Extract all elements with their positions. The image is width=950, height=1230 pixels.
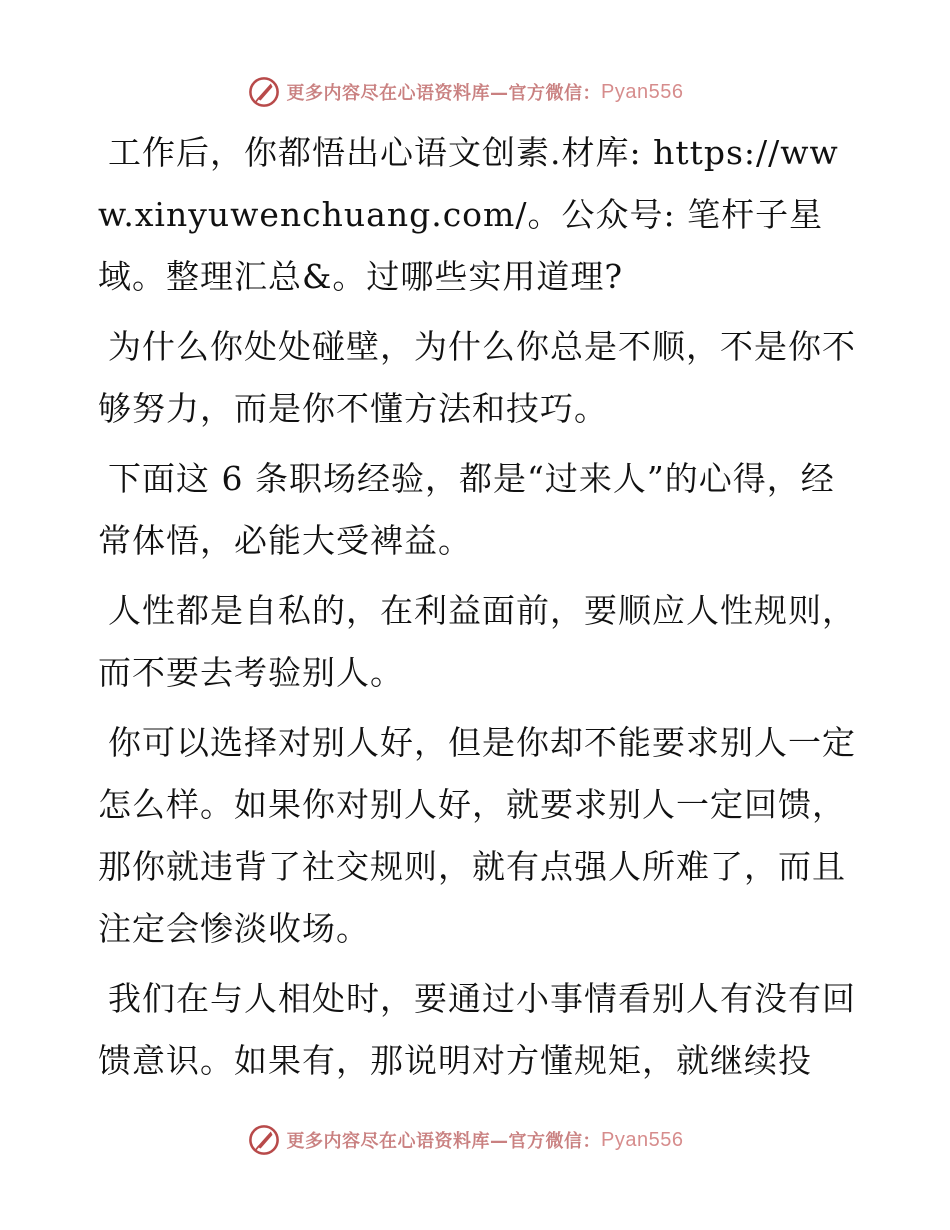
watermark-account: Pyan556 bbox=[601, 1128, 684, 1151]
paragraph: 工作后，你都悟出心语文创素.材库: https://www.xinyuwenchuang.com/。公众号: 笔杆子星域。整理汇总&。过哪些实用道理? bbox=[98, 133, 839, 296]
header-watermark bbox=[0, 72, 950, 112]
paragraph: 我们在与人相处时，要通过小事情看别人有没有回馈意识。如果有，那说明对方懂规矩，就继续投 bbox=[98, 979, 856, 1080]
paragraph: 下面这 6 条职场经验，都是“过来人”的心得，经常体悟，必能大受裨益。 bbox=[98, 459, 835, 560]
footer-watermark bbox=[0, 1120, 950, 1160]
watermark-text: 更多内容尽在心语资料库—官方微信： bbox=[286, 83, 602, 104]
paragraph: 你可以选择对别人好，但是你却不能要求别人一定怎么样。如果你对别人好，就要求别人一定回馈，那你就违背了社交规则，就有点强人所难了，而且注定会惨淡收场。 bbox=[98, 723, 856, 948]
watermark-account: Pyan556 bbox=[601, 80, 684, 103]
quill-seal-icon bbox=[247, 1123, 281, 1157]
document-body bbox=[98, 122, 858, 1100]
watermark-text: 更多内容尽在心语资料库—官方微信： bbox=[286, 1131, 602, 1152]
paragraph: 为什么你处处碰壁，为什么你总是不顺，不是你不够努力，而是你不懂方法和技巧。 bbox=[98, 327, 856, 428]
quill-seal-icon bbox=[247, 75, 281, 109]
paragraph: 人性都是自私的，在利益面前，要顺应人性规则，而不要去考验别人。 bbox=[98, 591, 856, 692]
